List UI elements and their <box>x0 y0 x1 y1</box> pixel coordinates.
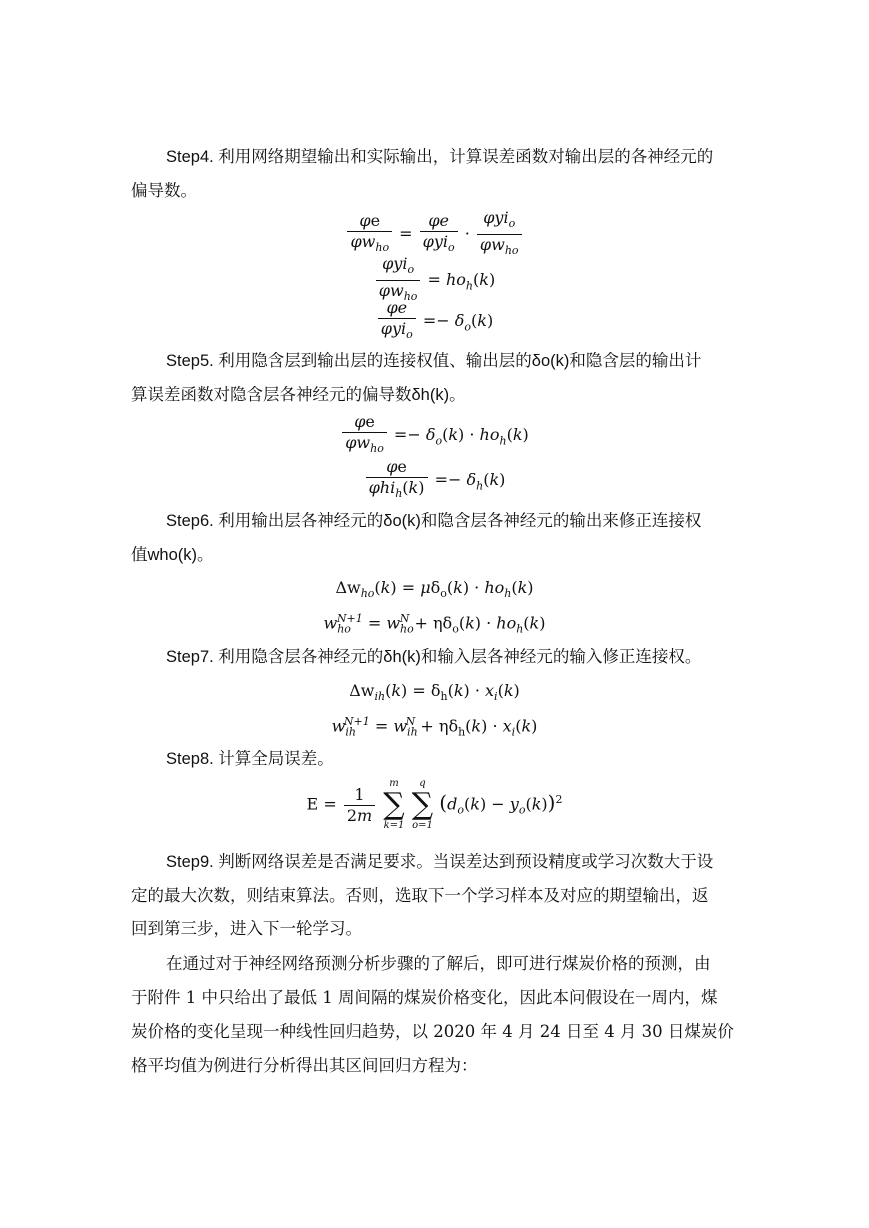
step6-line2: 值who(k)。 <box>131 546 214 564</box>
step9-line1: Step9. 判断网络误差是否满足要求。当误差达到预设精度或学习次数大于设 <box>166 853 714 871</box>
step4-line1: Step4. 利用网络期望输出和实际输出，计算误差函数对输出层的各神经元的 <box>166 148 714 166</box>
equation-10: E = $\frac{1}{2m}$ m ∑ k=1 q ∑ o=1 $(d_o(k) - y_o(k))^2$ <box>306 778 563 831</box>
equation-6: $\Delta w_{ho}(k) = \mu\delta_o(k) \cdot ho_h(k)$ <box>335 578 534 601</box>
step9-line3: 回到第三步，进入下一轮学习。 <box>131 920 362 938</box>
step7-line: Step7. 利用隐含层各神经元的δh(k)和输入层各神经元的输入修正连接权。 <box>166 648 702 666</box>
step6-line1: Step6. 利用输出层各神经元的δo(k)和隐含层各神经元的输出来修正连接权 <box>166 512 702 530</box>
equation-3: $\frac{\varphi e}{\varphi yi_o}$ =− $\delta_o(k)$ <box>0 298 869 345</box>
step5-line2: 算误差函数对隐含层各神经元的偏导数δh(k)。 <box>131 386 466 404</box>
equation-8: $\Delta w_{ih}(k) = \delta_h(k) \cdot x_i(k)$ <box>349 681 520 704</box>
step9-line2: 定的最大次数，则结束算法。否则，选取下一个学习样本及对应的期望输出，返 <box>131 887 709 905</box>
equation-1: $\frac{\varphi e}{\varphi w_{ho}}$ = $\frac{\varphi e}{\varphi yi_o}$ · $\frac{\varphi yi_o}{\varphi w_{ho}}$ <box>0 208 869 261</box>
equation-5: $\frac{\varphi e}{\varphi hi_h(k)}$ =− $\delta_h(k)$ <box>0 457 869 504</box>
step8-line: Step8. 计算全局误差。 <box>166 750 334 768</box>
equation-4: $\frac{\varphi e}{\varphi w_{ho}}$ =− $\delta_o(k) \cdot ho_h(k)$ <box>0 412 869 459</box>
final-paragraph-line2: 于附件 1 中只给出了最低 1 周间隔的煤炭价格变化，因此本问假设在一周内，煤 <box>131 988 718 1007</box>
step5-line1: Step5. 利用隐含层到输出层的连接权值、输出层的δo(k)和隐含层的输出计 <box>166 352 702 370</box>
equation-9: $w_{ih}^{N+1} = w_{ih}^N + \eta\delta_h(k) \cdot x_i(k)$ <box>331 715 538 739</box>
final-paragraph-line3: 炭价格的变化呈现一种线性回归趋势，以 2020 年 4 月 24 日至 4 月 30 日煤炭价 <box>131 1022 734 1041</box>
step4-line2: 偏导数。 <box>131 182 197 200</box>
equation-7: $w_{ho}^{N+1} = w_{ho}^N + \eta\delta_o(k) \cdot ho_h(k)$ <box>323 612 546 636</box>
final-paragraph-line1: 在通过对于神经网络预测分析步骤的了解后，即可进行煤炭价格的预测，由 <box>166 954 711 973</box>
equation-2: $\frac{\varphi yi_o}{\varphi w_{ho}}$ = $ho_h(k)$ <box>0 254 869 307</box>
final-paragraph-line4: 格平均值为例进行分析得出其区间回归方程为： <box>131 1056 478 1075</box>
